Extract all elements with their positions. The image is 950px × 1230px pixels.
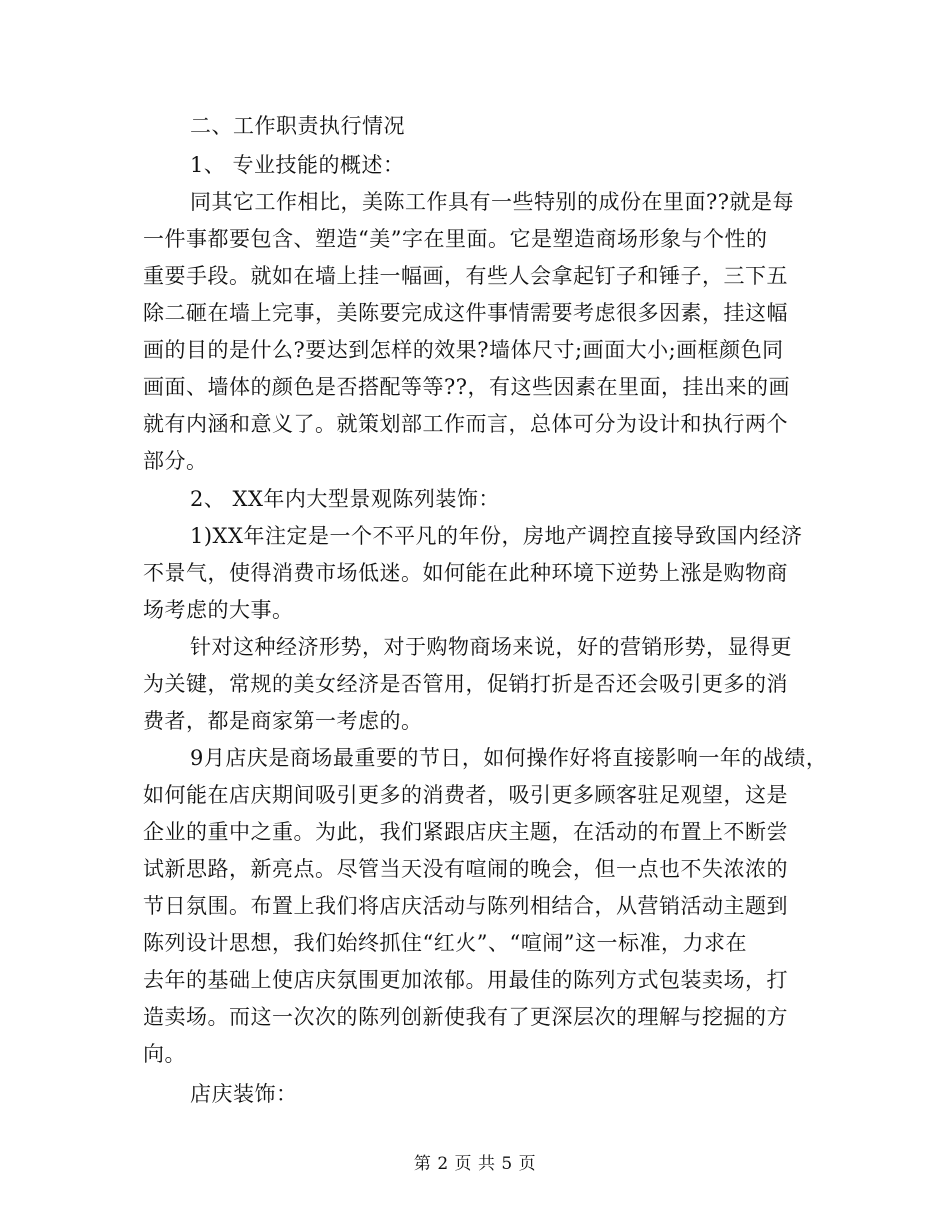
- paragraph-line: 向。: [143, 1042, 186, 1066]
- paragraph-line: 就有内涵和意义了。就策划部工作而言，总体可分为设计和执行两个: [143, 412, 788, 436]
- paragraph-line: 同其它工作相比，美陈工作具有一些特别的成份在里面??就是每: [190, 190, 795, 214]
- subsection-heading: 2、 XX年内大型景观陈列装饰：: [190, 487, 500, 511]
- paragraph-line: 如何能在店庆期间吸引更多的消费者，吸引更多顾客驻足观望，这是: [143, 783, 788, 807]
- subsection-heading: 店庆装饰：: [190, 1082, 298, 1106]
- paragraph-line: 一件事都要包含、塑造“美”字在里面。它是塑造商场形象与个性的: [143, 227, 768, 251]
- paragraph-line: 不景气，使得消费市场低迷。如何能在此种环境下逆势上涨是购物商: [143, 561, 788, 585]
- paragraph-line: 费者，都是商家第一考虑的。: [143, 709, 423, 733]
- paragraph-line: 针对这种经济形势，对于购物商场来说，好的营销形势，显得更: [190, 635, 792, 659]
- paragraph-line: 去年的基础上使店庆氛围更加浓郁。用最佳的陈列方式包装卖场，打: [143, 968, 788, 992]
- paragraph-line: 节日氛围。布置上我们将店庆活动与陈列相结合，从营销活动主题到: [143, 894, 788, 918]
- paragraph-line: 9月店庆是商场最重要的节日，如何操作好将直接影响一年的战绩，: [190, 746, 828, 770]
- paragraph-line: 造卖场。而这一次次的陈列创新使我有了更深层次的理解与挖掘的方: [143, 1005, 788, 1029]
- page-number-footer: 第 2 页 共 5 页: [413, 1154, 537, 1174]
- paragraph-line: 试新思路，新亮点。尽管当天没有喧闹的晚会，但一点也不失浓浓的: [143, 857, 788, 881]
- paragraph-line: 重要手段。就如在墙上挂一幅画，有些人会拿起钉子和锤子，三下五: [143, 264, 788, 288]
- paragraph-line: 画的目的是什么?要达到怎样的效果?墙体尺寸;画面大小;画框颜色同: [143, 338, 784, 362]
- paragraph-line: 画面、墙体的颜色是否搭配等等??，有这些因素在里面，挂出来的画: [143, 375, 791, 399]
- paragraph-line: 1)XX年注定是一个不平凡的年份，房地产调控直接导致国内经济: [190, 524, 803, 548]
- subsection-heading: 1、 专业技能的概述：: [190, 153, 405, 177]
- paragraph-line: 部分。: [143, 449, 208, 473]
- paragraph-line: 为关键，常规的美女经济是否管用，促销打折是否还会吸引更多的消: [143, 672, 788, 696]
- section-heading: 二、工作职责执行情况: [190, 114, 405, 138]
- paragraph-line: 陈列设计思想，我们始终抓住“红火”、“喧闹”这一标准，力求在: [143, 931, 747, 955]
- paragraph-line: 除二砸在墙上完事，美陈要完成这件事情需要考虑很多因素，挂这幅: [143, 301, 788, 325]
- paragraph-line: 企业的重中之重。为此，我们紧跟店庆主题，在活动的布置上不断尝: [143, 820, 788, 844]
- paragraph-line: 场考虑的大事。: [143, 598, 294, 622]
